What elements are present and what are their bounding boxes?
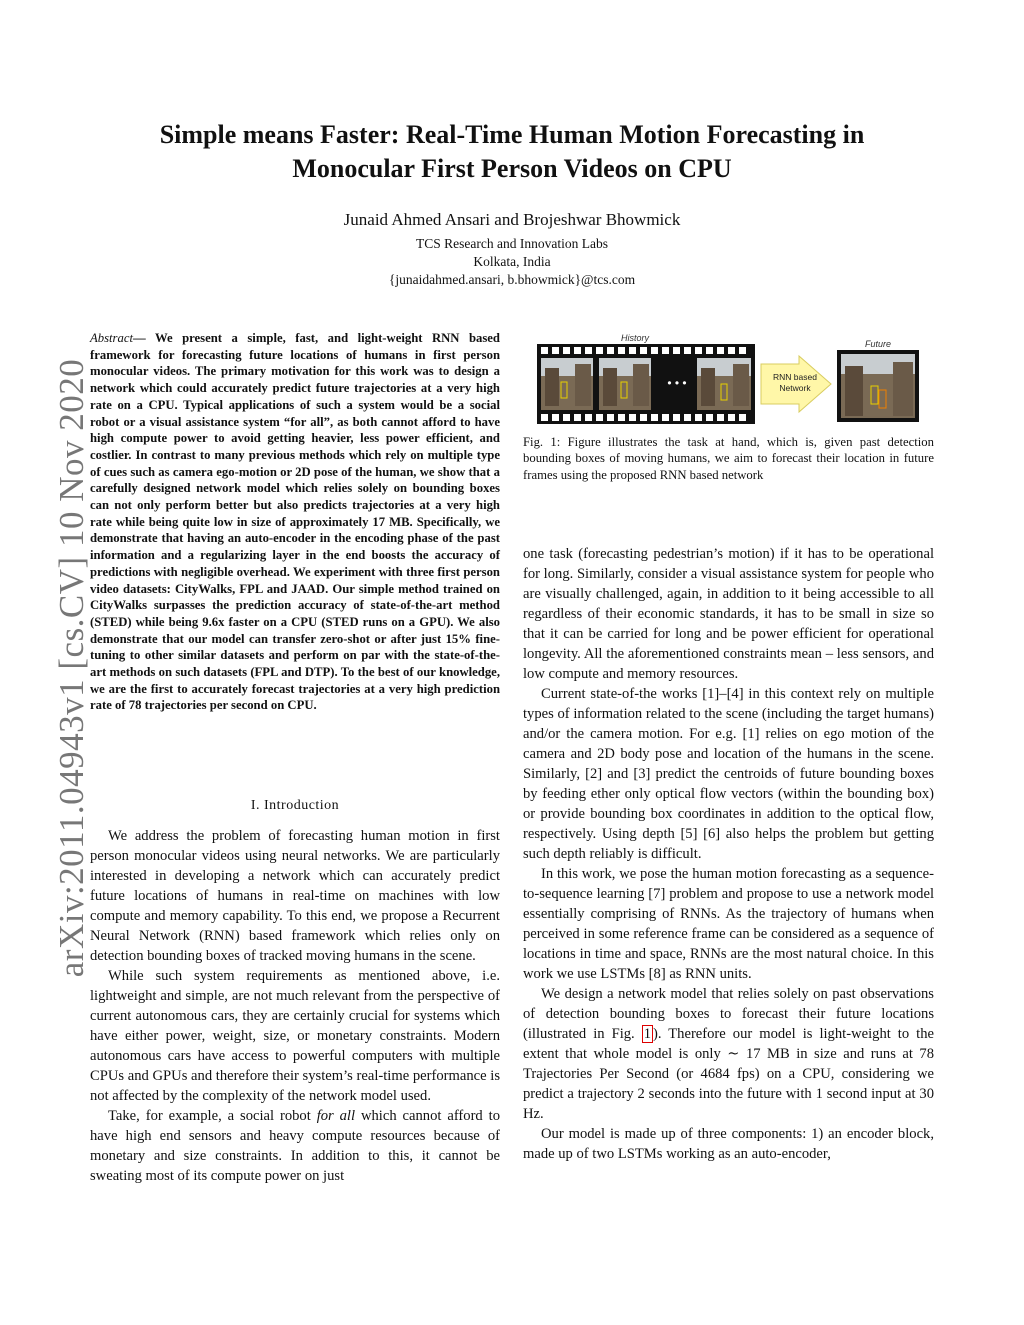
paragraph: Current state-of-the works [1]–[4] in this context rely on multiple types of information related to the scene (including the target humans) and/or the camera motion. For e.g. [1] relies on ego motion of the camera and 2D body pose and location of the humans in the scene. Similarly, [2] and [3] predict the centroids of future bounding boxes by feeding ether only optical flow vectors (within the bounding box) or provide bounding box coordinates in addition to the optical flow, respectively. Using depth [5] [6] also helps the problem but getting such depth reliably is difficult.	[523, 686, 934, 862]
future-label: Future	[864, 339, 892, 349]
ellipsis-dots: • • •	[667, 376, 687, 390]
future-frame	[841, 354, 915, 418]
figure-caption: Fig. 1: Figure illustrates the task at hand, which is, given past detection bounding boxes of moving humans, we aim to forecast their location in future frames using the proposed RNN based network	[523, 435, 934, 482]
figure-reference-link[interactable]: 1	[643, 1026, 651, 1042]
abstract	[90, 330, 500, 714]
rnn-label-line-2: Network	[779, 383, 811, 393]
emphasis: for all	[316, 1108, 356, 1124]
history-frame-1	[541, 358, 593, 410]
rnn-label-line-1: RNN based	[773, 372, 817, 382]
paragraph: While such system requirements as mentioned above, i.e. lightweight and simple, are not much relevant from the perspective of current autonomous cars, they are certainly crucial for systems which have either power, weight, size, or monetary constraints. Modern autonomous cars have access to powerful computers with multiple CPUs and GPUs and therefore their system’s real-time performance is not affected by the complexity of the network model used.	[90, 968, 500, 1104]
text-run: We design a network model that relies solely on past observations of detection bounding boxes to forecast their future locations (illustrated in Fig.	[523, 986, 934, 1042]
title-line-1: Simple means Faster: Real-Time Human Motion Forecasting in	[159, 120, 865, 149]
paragraph: one task (forecasting pedestrian’s motion) if it has to be operational for long. Similarly, consider a visual assistance system for people who are visually challenged, again, in addition to it being accessible to all regardless of their economic standards, it has to be small in size so that it can be carried for long and be power efficient for operational longevity. All the aforementioned constraints mean – less sensors, and low compute and memory resources.	[523, 546, 934, 682]
text-run: ). Therefore our model is light-weight to the extent that whole model is only ∼ 17 MB in size and runs at 78 Trajectories Per Second (or 4684 fps) on a CPU, considering we predict a trajectory 2 seconds into the future with 1 second input at 30 Hz.	[523, 1026, 934, 1122]
arxiv-identifier: arXiv:2011.04943v1 [cs.CV] 10 Nov 2020	[52, 358, 91, 978]
location: Kolkata, India	[473, 254, 551, 269]
paper-title	[92, 118, 932, 186]
abstract-text: — We present a simple, fast, and light-weight RNN based framework for forecasting future locations of humans in first person monocular videos. The primary motivation for this work was to design a network which could accurately predict future trajectories at a very high rate on a CPU. Typical applications of such a system would be a social robot or a visual assistance system “for all”, as both cannot afford to have high compute power to avoid getting heavier, less power efficient, and costlier. In contrast to many previous methods which rely on multiple type of cues such as camera ego-motion or 2D pose of the human, we show that a carefully designed network model which relies solely on bounding boxes can not only perform better but also predicts trajectories at a very high rate while being quite low in size of approximately 17 MB. Specifically, we demonstrate that having an auto-encoder in the encoding phase of the past information and a regularizing layer in the end boosts the accuracy of predictions with negligible overhead. We experiment with three first person video datasets: CityWalks, FPL and JAAD. Our simple method trained on CityWalks surpasses the prediction accuracy of state-of-the-art method (STED) while being 9.6x faster on a CPU (STED runs on a GPU). We also demonstrate that our model can transfer zero-shot or after just 15% fine-tuning to other similar datasets and perform on par with the state-of-the-art methods on such datasets (FPL and DTP). To the best of our knowledge, we are the first to accurately forecast trajectories at a very high prediction rate of 78 trajectories per second on CPU.	[90, 331, 500, 713]
text-run: Take, for example, a social robot	[108, 1108, 317, 1124]
paragraph: Our model is made up of three components: 1) an encoder block, made up of two LSTMs working as an auto-encoder,	[523, 1126, 934, 1162]
history-label: History	[620, 333, 650, 343]
paragraph	[90, 1106, 500, 1186]
section-heading: I. Introduction	[250, 798, 340, 813]
affiliation: TCS Research and Innovation Labs	[416, 236, 608, 251]
left-column-body	[90, 826, 500, 1186]
right-column-body	[523, 544, 934, 1164]
paragraph: In this work, we pose the human motion forecasting as a sequence-to-sequence learning [7] problem and propose to use a network model essentially comprising of RNNs. As the trajectory of humans when perceived in some reference frame can be considered as a sequence of locations in time and space, RNNs are the most natural choice. In this work we use LSTMs [8] as RNN units.	[523, 866, 934, 982]
authors: Junaid Ahmed Ansari and Brojeshwar Bhowmick	[343, 210, 681, 229]
figure-1	[535, 332, 935, 427]
history-frame-2	[599, 358, 651, 410]
title-line-2: Monocular First Person Videos on CPU	[292, 154, 732, 183]
text-run: which cannot afford to have high end sensors and heavy compute resources because of monetary and size constraints. In addition to this, it cannot be sweating most of its compute power on just	[90, 1108, 500, 1184]
email: {junaidahmed.ansari, b.bhowmick}@tcs.com	[388, 272, 636, 287]
paragraph: We address the problem of forecasting human motion in first person monocular videos using neural networks. We are particularly interested in developing a network which can accurately predict future locations of humans in real-time on machines with low compute and memory capability. To this end, we propose a Recurrent Neural Network (RNN) based framework which relies only on detection bounding boxes of tracked moving humans in the scene.	[90, 828, 500, 964]
affiliation-block	[92, 235, 932, 289]
abstract-label: Abstract	[90, 331, 133, 345]
history-frame-3	[697, 358, 751, 410]
paragraph	[523, 984, 934, 1124]
